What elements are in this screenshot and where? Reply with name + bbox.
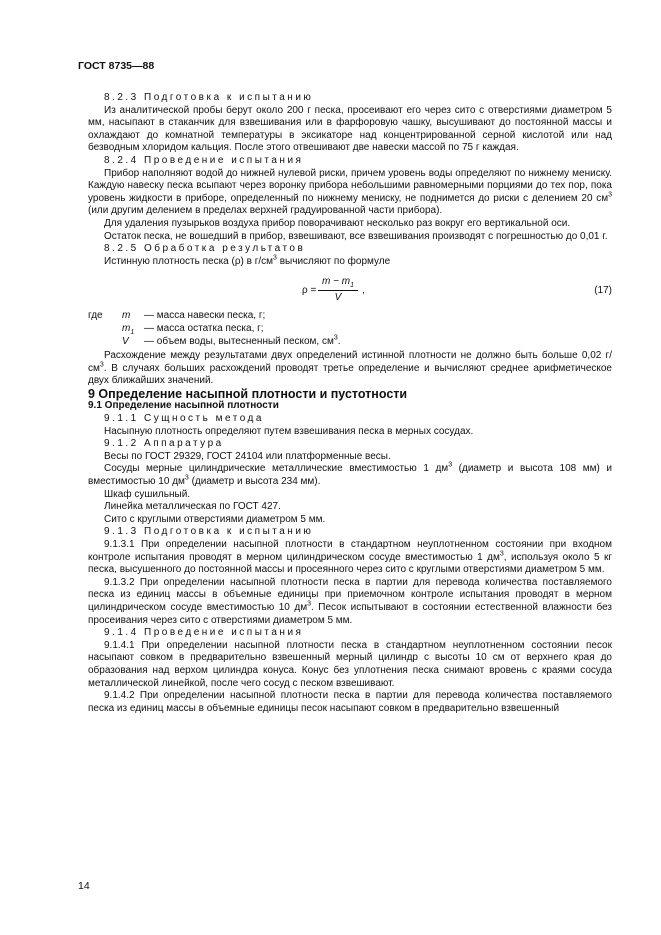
- section-9-1-2-title: 9.1.2 Аппаратура: [104, 438, 224, 450]
- apparatus-ruler: Линейка металлическая по ГОСТ 427.: [104, 501, 281, 513]
- section-8-2-5-para-2: Расхождение между результатами двух определений истинной плотности не должно быть больше 0,02 $г/см^3$. В случаях больших расхождений проводят третье определение и вычисляют среднее арифметическое двух ближайших значений.: [88, 350, 612, 387]
- definition-row: где m — масса навески песка, г;: [88, 310, 266, 322]
- section-9-1-3-title: 9.1.3 Подготовка к испытанию: [104, 526, 314, 538]
- formula-lhs: ρ =: [302, 285, 317, 297]
- section-9-1-4-1: 9.1.4.1 При определении насыпной плотности песка в стандартном неуплотненном состоянии песок насыпают совком в предварительно взвешенный мерный цилиндр с высоты 10 см от верхнего края до образования над верхом цилиндра конуса. Конус без уплотнения песка снимают вровень с краями сосуда металлической линейкой, после чего сосуд с песком взвешивают.: [88, 639, 612, 689]
- formula-17: [88, 276, 612, 306]
- formula-fraction: [318, 276, 358, 304]
- apparatus-scales: Весы по ГОСТ 29329, ГОСТ 24104 или платформенные весы.: [104, 450, 391, 462]
- section-8-2-4-para-1: Прибор наполняют водой до нижней нулевой риски, причем уровень воды определяют по нижнему мениску. Каждую навеску песка всыпают через воронку прибора небольшими равномерными порциями до тех пор, пока уровень жидкости в приборе, определенный по нижнему мениску, не поднимется до риски с делением 20 $см^3$ (или другим делением в пределах верхней градуированной части прибора).: [88, 167, 612, 217]
- formula-denominator: V: [334, 291, 342, 303]
- section-8-2-4-para-3: Остаток песка, не вошедший в прибор, взвешивают, все взвешивания производят с погрешностью до 0,01 г.: [104, 230, 608, 242]
- running-header: ГОСТ 8735—88: [78, 60, 155, 72]
- section-9-1-1-title: 9.1.1 Сущность метода: [104, 413, 264, 425]
- definition-row: V — объем воды, вытесненный песком, $см^3$.: [122, 334, 341, 347]
- section-9-1-3-1: 9.1.3.1 При определении насыпной плотности в стандартном неуплотненном состоянии при входном контроле испытания проводят в мерном цилиндрическом сосуде вместимостью 1 $дм^3$, используя около 5 кг песка, высушенного до постоянной массы и просеянного через сито с круглыми отверстиями диаметром 5 мм.: [88, 539, 612, 576]
- formula-numerator: $m - m_1$: [318, 276, 358, 291]
- section-9-1-3-2: 9.1.3.2 При определении насыпной плотности песка в партии для перевода количества поставляемого песка из единиц массы в объемные единицы при приемочном контроле испытания проводят в мерном цилиндрическом сосуде вместимостью 10 $дм^3$. Песок испытывают в состоянии естественной влажности без просеивания через сито с отверстиями диаметром 5 мм.: [88, 576, 612, 626]
- section-9-heading: 9 Определение насыпной плотности и пустотности: [88, 386, 408, 401]
- variable-definitions: [88, 310, 612, 348]
- body-text: [88, 92, 612, 715]
- section-8-2-3-title: 8.2.3 Подготовка к испытанию: [104, 92, 314, 103]
- definition-row: $m_1$ — масса остатка песка, г;: [122, 322, 264, 336]
- formula-number: (17): [594, 285, 612, 297]
- section-8-2-5-text: Истинную плотность песка (ρ) в $г/см^3$ вычисляют по формуле: [104, 254, 391, 267]
- page-number: 14: [78, 880, 90, 892]
- section-9-1-heading: 9.1 Определение насыпной плотности: [88, 400, 279, 412]
- section-9-1-4-2: 9.1.4.2 При определении насыпной плотности песка в партии для перевода количества поставляемого песка из единиц массы в объемные единицы песок насыпают совком в предварительно взвешенный: [88, 690, 612, 714]
- section-8-2-5-title: 8.2.5 Обработка результатов: [104, 243, 306, 255]
- formula-comma: ,: [362, 285, 365, 297]
- apparatus-sieve: Сито с круглыми отверстиями диаметром 5 мм.: [104, 513, 326, 525]
- apparatus-vessels: Сосуды мерные цилиндрические металлические вместимостью 1 $дм^3$ (диаметр и высота 108 мм) и вместимостью 10 $дм^3$ (диаметр и высота 234 мм).: [88, 462, 612, 488]
- section-9-1-1-text: Насыпную плотность определяют путем взвешивания песка в мерных сосудах.: [104, 425, 474, 437]
- section-8-2-4-para-2: Для удаления пузырьков воздуха прибор поворачивают несколько раз вокруг его вертикальной оси.: [104, 217, 571, 229]
- section-9-1-4-title: 9.1.4 Проведение испытания: [104, 627, 304, 639]
- section-8-2-4-title: 8.2.4 Проведение испытания: [104, 154, 304, 166]
- apparatus-oven: Шкаф сушильный.: [104, 488, 191, 500]
- section-8-2-3-text: Из аналитической пробы берут около 200 г песка, просеивают его через сито с отверстиями диаметром 5 мм, насыпают в стаканчик для взвешивания или в фарфоровую чашку, высушивают до постоянной массы и охлаждают до комнатной температуры в эксикаторе над концентрированной серной кислотой или над безводным хлоридом кальция. После этого отвешивают две навески массой по 75 г каждая.: [88, 104, 612, 154]
